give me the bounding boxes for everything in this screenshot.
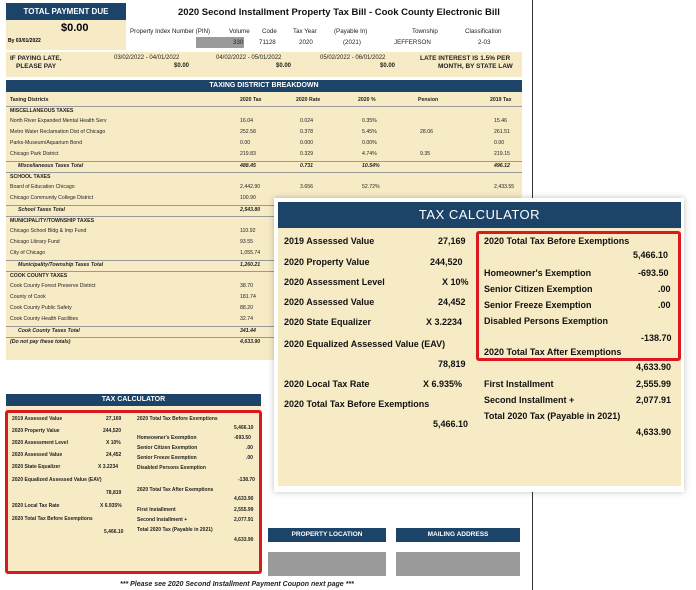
mailing-address-redacted bbox=[396, 552, 520, 576]
assessed-2020-label: 2020 Assessed Value bbox=[284, 297, 375, 307]
cell-tax: 32.74 bbox=[240, 316, 253, 322]
sc-homeowner: -693.50 bbox=[234, 435, 251, 441]
cell-tax: 488.45 bbox=[240, 163, 256, 169]
eav: 78,819 bbox=[438, 359, 466, 369]
cell-prev: 0.00 bbox=[494, 140, 505, 146]
senior-citizen-label: Senior Citizen Exemption bbox=[484, 284, 593, 294]
assessment-level-label: 2020 Assessment Level bbox=[284, 277, 385, 287]
cell-pct: 4.74% bbox=[362, 151, 377, 157]
property-location-redacted bbox=[268, 552, 386, 576]
sc-first-inst-label: First Installment bbox=[137, 507, 176, 513]
cell-name: School Taxes Total bbox=[18, 207, 65, 213]
after-exemptions-label: 2020 Total Tax After Exemptions bbox=[484, 347, 622, 357]
sc-disabled-total: -138.70 bbox=[238, 477, 255, 483]
subtotal-row bbox=[6, 161, 522, 171]
late-period-1-amount: $0.00 bbox=[174, 63, 190, 69]
cell-tax: 4,633.90 bbox=[240, 339, 261, 345]
section-title: MUNICIPALITY/TOWNSHIP TAXES bbox=[10, 218, 95, 224]
cell-name: Cook County Forest Preserve District bbox=[10, 283, 96, 289]
table-row bbox=[6, 183, 522, 193]
taxing-district-breakdown-title: TAXING DISTRICT BREAKDOWN bbox=[6, 80, 522, 92]
cell-tax: 100.90 bbox=[240, 195, 256, 201]
homeowner: -693.50 bbox=[638, 268, 669, 278]
calc-exemptions-highlight bbox=[476, 231, 681, 361]
cell-rate: 0.731 bbox=[300, 163, 313, 169]
before-exemptions-label: 2020 Total Tax Before Exemptions bbox=[284, 399, 430, 409]
cell-name: Cook County Public Safety bbox=[10, 305, 72, 311]
local-rate: X 6.935% bbox=[423, 379, 463, 389]
sc-local-rate-label: 2020 Local Tax Rate bbox=[12, 503, 60, 509]
cell-rate: 0.024 bbox=[300, 118, 313, 124]
cell-rate: 0.329 bbox=[300, 151, 313, 157]
sc-equalizer-label: 2020 State Equalizer bbox=[12, 464, 61, 470]
sc-senior-freeze: .00 bbox=[246, 455, 253, 461]
late-payment-strip bbox=[6, 52, 522, 77]
eav-label: 2020 Equalized Assessed Value (EAV) bbox=[284, 339, 446, 349]
state-equalizer: X 3.2234 bbox=[426, 317, 463, 327]
total-payable: 4,633.90 bbox=[636, 427, 672, 437]
cell-prev: 15.46 bbox=[494, 118, 507, 124]
second-installment: 2,077.91 bbox=[636, 395, 672, 405]
cell-pct: 52.72% bbox=[362, 184, 380, 190]
sc-r-before-label: 2020 Total Tax Before Exemptions bbox=[137, 416, 218, 422]
sc-assessed-2020: 24,452 bbox=[106, 452, 122, 458]
local-rate-label: 2020 Local Tax Rate bbox=[284, 379, 370, 389]
sc-assessed-2020-label: 2020 Assessed Value bbox=[12, 452, 63, 458]
cell-name: (Do not pay these totals) bbox=[10, 339, 71, 345]
state-equalizer-label: 2020 State Equalizer bbox=[284, 317, 372, 327]
sc-assessment-level: X 10% bbox=[106, 440, 121, 446]
cell-tax: 341.44 bbox=[240, 328, 256, 334]
cell-tax: 2,543.80 bbox=[240, 207, 261, 213]
sc-assessed-2019: 27,169 bbox=[106, 416, 122, 422]
sc-second-inst: 2,077.91 bbox=[234, 517, 254, 523]
sc-second-inst-label: Second Installment + bbox=[137, 517, 188, 523]
sc-before-exemptions: 5,466.10 bbox=[104, 529, 124, 535]
assessed-2019-label: 2019 Assessed Value bbox=[284, 236, 375, 246]
cell-name: Metro Water Reclamation Dist of Chicago bbox=[10, 129, 106, 135]
section-header bbox=[6, 172, 522, 182]
due-date: By 03/01/2022 bbox=[8, 38, 41, 44]
cell-name: City of Chicago bbox=[10, 250, 46, 256]
table-row bbox=[6, 128, 522, 138]
sc-total-payable: 4,633.90 bbox=[234, 537, 254, 543]
cell-pct: 0.00% bbox=[362, 140, 377, 146]
section-header bbox=[6, 106, 522, 116]
small-tax-calculator-title: TAX CALCULATOR bbox=[6, 394, 261, 406]
cell-pct: 10.54% bbox=[362, 163, 380, 169]
sc-after: 4,633.90 bbox=[234, 496, 254, 502]
late-label-2: PLEASE PAY bbox=[16, 63, 57, 70]
sc-property-value-label: 2020 Property Value bbox=[12, 428, 60, 434]
cell-name: Cook County Health Facilities bbox=[10, 316, 79, 322]
first-installment-label: First Installment bbox=[484, 379, 554, 389]
amount-due-box bbox=[6, 20, 126, 50]
cell-name: County of Cook bbox=[10, 294, 46, 300]
cell-tax: 0.00 bbox=[240, 140, 251, 146]
cell-tax: 1,055.74 bbox=[240, 250, 261, 256]
senior-freeze: .00 bbox=[658, 300, 671, 310]
footer-note: *** Please see 2020 Second Installment Payment Coupon next page *** bbox=[120, 581, 354, 588]
sc-homeowner-label: Homeowner's Exemption bbox=[137, 435, 197, 441]
volume-label: Volume bbox=[229, 28, 250, 35]
disabled-total: -138.70 bbox=[641, 333, 672, 343]
cell-tax: 2,442.90 bbox=[240, 184, 261, 190]
township-label: Township bbox=[412, 28, 438, 35]
payable-value: (2021) bbox=[343, 39, 361, 46]
assessed-2019: 27,169 bbox=[438, 236, 466, 246]
tax-year-label: Tax Year bbox=[293, 28, 317, 35]
sc-property-value: 244,520 bbox=[103, 428, 122, 434]
late-interest-2: MONTH, BY STATE LAW bbox=[438, 63, 513, 70]
cell-name: Parks-Museum/Aquarium Bond bbox=[10, 140, 83, 146]
sc-disabled-label: Disabled Persons Exemption bbox=[137, 465, 206, 471]
sc-local-rate: X 6.935% bbox=[100, 503, 122, 509]
cell-tax: 252.58 bbox=[240, 129, 256, 135]
cell-prev: 2,433.55 bbox=[494, 184, 515, 190]
cell-rate: 0.000 bbox=[300, 140, 313, 146]
tax-calculator-title: TAX CALCULATOR bbox=[278, 202, 681, 228]
cell-name: Chicago Community College District bbox=[10, 195, 94, 201]
property-location-title: PROPERTY LOCATION bbox=[268, 528, 386, 542]
late-period-1-dates: 03/02/2022 - 04/01/2022 bbox=[114, 55, 180, 61]
cell-pct: 0.35% bbox=[362, 118, 377, 124]
payable-label: (Payable In) bbox=[334, 28, 368, 35]
sc-equalizer: X 3.2234 bbox=[98, 464, 119, 470]
cell-prev: 261.51 bbox=[494, 129, 510, 135]
assessment-level: X 10% bbox=[442, 277, 469, 287]
cell-rate: 3.656 bbox=[300, 184, 313, 190]
col-district: Taxing Districts bbox=[10, 97, 49, 103]
sc-assessed-2019-label: 2019 Assessed Value bbox=[12, 416, 63, 422]
sc-assessment-level-label: 2020 Assessment Level bbox=[12, 440, 68, 446]
after-exemptions: 4,633.90 bbox=[636, 362, 672, 372]
cell-tax: 93.55 bbox=[240, 239, 253, 245]
second-installment-label: Second Installment + bbox=[484, 395, 575, 405]
tax-year-value: 2020 bbox=[299, 39, 313, 46]
disabled-label: Disabled Persons Exemption bbox=[484, 316, 609, 326]
col-pension: Pension bbox=[418, 97, 439, 103]
mailing-address-title: MAILING ADDRESS bbox=[396, 528, 520, 542]
col-pct: 2020 % bbox=[358, 97, 376, 103]
right-before-exemptions: 5,466.10 bbox=[633, 250, 669, 260]
late-label-1: IF PAYING LATE, bbox=[10, 55, 62, 62]
late-period-2-amount: $0.00 bbox=[276, 63, 292, 69]
cell-name: Chicago School Bldg & Imp Fund bbox=[10, 228, 87, 234]
property-value: 244,520 bbox=[430, 257, 463, 267]
col-rate: 2020 Rate bbox=[296, 97, 321, 103]
cell-tax: 181.74 bbox=[240, 294, 256, 300]
cell-name: Miscellaneous Taxes Total bbox=[18, 163, 84, 169]
late-period-2-dates: 04/02/2022 - 05/01/2022 bbox=[216, 55, 282, 61]
sc-r-before: 5,466.10 bbox=[234, 425, 254, 431]
volume-value: 330 bbox=[233, 39, 244, 46]
cell-rate: 0.378 bbox=[300, 129, 313, 135]
total-payable-label: Total 2020 Tax (Payable in 2021) bbox=[484, 411, 621, 421]
cell-tax: 38.70 bbox=[240, 283, 253, 289]
table-row bbox=[6, 117, 522, 127]
sc-senior-citizen-label: Senior Citizen Exemption bbox=[137, 445, 198, 451]
sc-senior-freeze-label: Senior Freeze Exemption bbox=[137, 455, 197, 461]
sc-eav: 78,819 bbox=[106, 490, 122, 496]
right-before-exemptions-label: 2020 Total Tax Before Exemptions bbox=[484, 236, 630, 246]
section-title: SCHOOL TAXES bbox=[10, 174, 51, 180]
small-calc-highlight bbox=[5, 410, 262, 574]
sc-eav-label: 2020 Equalized Assessed Value (EAV) bbox=[12, 477, 102, 483]
cell-pension: 9.35 bbox=[420, 151, 431, 157]
cell-tax: 110.92 bbox=[240, 228, 256, 234]
col-2019: 2019 Tax bbox=[490, 97, 512, 103]
cell-prev: 496.12 bbox=[494, 163, 510, 169]
bill-title: 2020 Second Installment Property Tax Bill - Cook County Electronic Bill bbox=[178, 7, 500, 18]
township-value: JEFFERSON bbox=[394, 39, 431, 46]
homeowner-label: Homeowner's Exemption bbox=[484, 268, 592, 278]
total-payment-due-label: TOTAL PAYMENT DUE bbox=[6, 3, 126, 20]
cell-name: Chicago Library Fund bbox=[10, 239, 60, 245]
sc-total-payable-label: Total 2020 Tax (Payable in 2021) bbox=[137, 527, 213, 533]
assessed-2020: 24,452 bbox=[438, 297, 466, 307]
section-title: MISCELLANEOUS TAXES bbox=[10, 108, 74, 114]
breakdown-header-row bbox=[6, 96, 522, 106]
first-installment: 2,555.99 bbox=[636, 379, 672, 389]
property-value-label: 2020 Property Value bbox=[284, 257, 370, 267]
pin-label: Property Index Number (PIN) bbox=[130, 28, 211, 35]
sc-senior-citizen: .00 bbox=[246, 445, 253, 451]
cell-tax: 219.83 bbox=[240, 151, 256, 157]
amount-due: $0.00 bbox=[61, 22, 89, 34]
table-row bbox=[6, 139, 522, 149]
code-value: 71128 bbox=[259, 39, 276, 46]
sc-first-inst: 2,555.99 bbox=[234, 507, 254, 513]
cell-name: Cook County Taxes Total bbox=[18, 328, 80, 334]
cell-name: North River Expanded Mental Health Serv bbox=[10, 118, 107, 124]
cell-pct: 5.45% bbox=[362, 129, 377, 135]
senior-freeze-label: Senior Freeze Exemption bbox=[484, 300, 592, 310]
cell-tax: 88.20 bbox=[240, 305, 253, 311]
before-exemptions: 5,466.10 bbox=[433, 419, 469, 429]
sc-before-exemptions-label: 2020 Total Tax Before Exemptions bbox=[12, 516, 93, 522]
col-tax: 2020 Tax bbox=[240, 97, 262, 103]
late-interest-1: LATE INTEREST IS 1.5% PER bbox=[420, 55, 511, 62]
cell-name: Board of Education Chicago bbox=[10, 184, 75, 190]
table-row bbox=[6, 150, 522, 160]
cell-tax: 1,260.21 bbox=[240, 262, 261, 268]
cell-name: Municipality/Township Taxes Total bbox=[18, 262, 104, 268]
sc-after-label: 2020 Total Tax After Exemptions bbox=[137, 487, 214, 493]
cell-tax: 16.04 bbox=[240, 118, 253, 124]
senior-citizen: .00 bbox=[658, 284, 671, 294]
code-label: Code bbox=[262, 28, 277, 35]
classification-value: 2-03 bbox=[478, 39, 491, 46]
classification-label: Classification bbox=[465, 28, 502, 35]
cell-prev: 219.15 bbox=[494, 151, 510, 157]
section-title: COOK COUNTY TAXES bbox=[10, 273, 68, 279]
cell-pension: 28.06 bbox=[420, 129, 433, 135]
late-period-3-dates: 05/02/2022 - 06/01/2022 bbox=[320, 55, 386, 61]
cell-name: Chicago Park District bbox=[10, 151, 59, 157]
late-period-3-amount: $0.00 bbox=[380, 63, 396, 69]
